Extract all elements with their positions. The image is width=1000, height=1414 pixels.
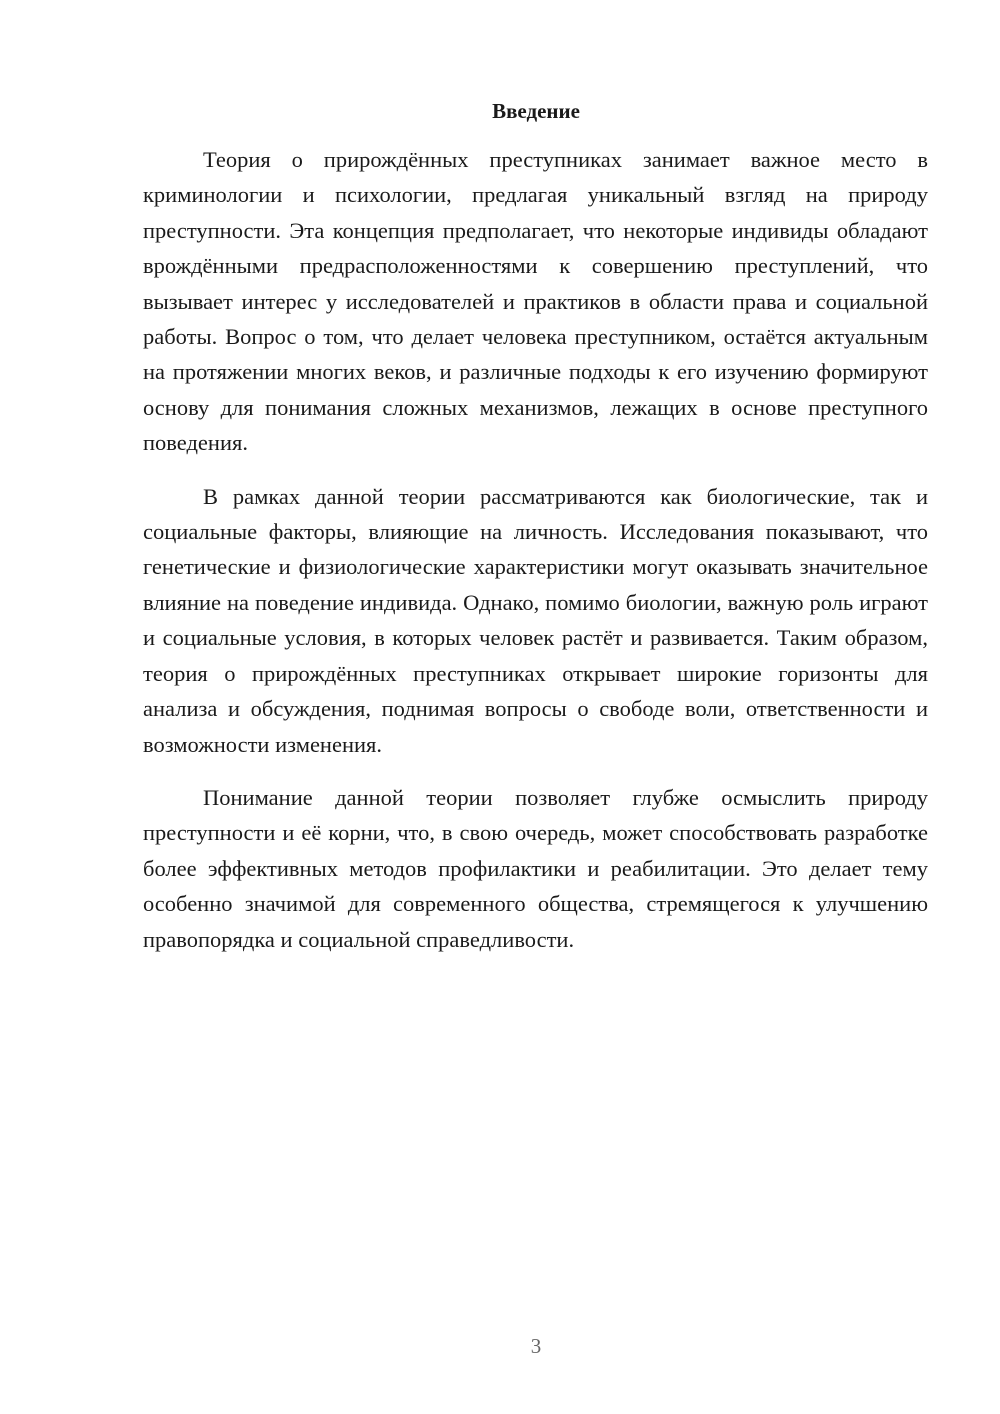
- paragraph-2: В рамках данной теории рассматриваются как биологические, так и социальные факторы, влияющие на личность. Исследования показывают, что генетические и физиологические характеристики могут оказывать значительное влияние на поведение индивида. Однако, помимо биологии, важную роль играют и социальные условия, в которых человек растёт и развивается. Таким образом, теория о прирождённых преступниках открывает широкие горизонты для анализа и обсуждения, поднимая вопросы о свободе воли, ответственности и возможности изменения.: [143, 483, 928, 757]
- paragraph-1: Теория о прирождённых преступниках занимает важное место в криминологии и психологии, предлагая уникальный взгляд на природу преступности. Эта концепция предполагает, что некоторые индивиды обладают врождёнными предрасположенностями к совершению преступлений, что вызывает интерес у исследователей и практиков в области права и социальной работы. Вопрос о том, что делает человека преступником, остаётся актуальным на протяжении многих веков, и различные подходы к его изучению формируют основу для понимания сложных механизмов, лежащих в основе преступного поведения.: [143, 147, 928, 456]
- body-text: [143, 142, 928, 975]
- paragraph-3: Понимание данной теории позволяет глубже осмыслить природу преступности и её корни, что, в свою очередь, может способствовать разработке более эффективных методов профилактики и реабилитации. Это делает тему особенно значимой для современного общества, стремящегося к улучшению правопорядка и социальной справедливости.: [143, 784, 928, 952]
- section-heading: Введение: [492, 99, 580, 123]
- page-number: 3: [530, 1334, 542, 1358]
